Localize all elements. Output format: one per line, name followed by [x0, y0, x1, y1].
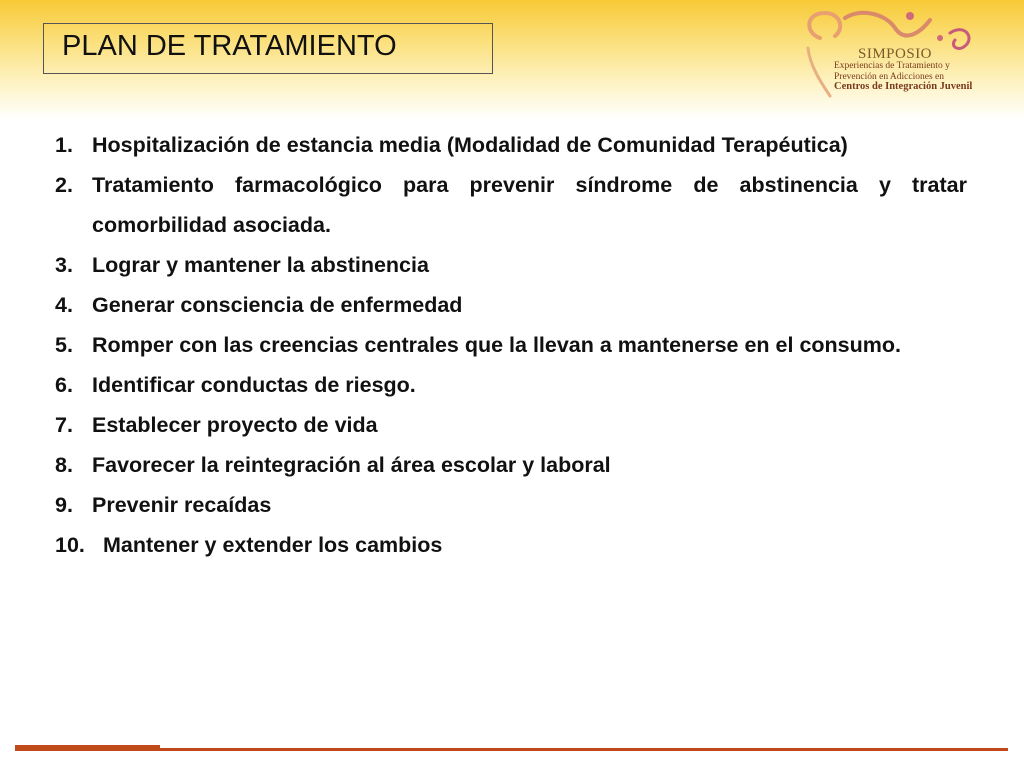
logo-line-3: Centros de Integración Juvenil [834, 81, 973, 92]
list-item [55, 165, 967, 245]
list-item [55, 125, 967, 165]
logo-line-1: Experiencias de Tratamiento y [834, 61, 950, 71]
list-item-number: 3. [55, 253, 73, 277]
list-item-text: Romper con las creencias centrales que la llevan a mantenerse en el consumo. [92, 333, 901, 357]
list-item [55, 365, 967, 405]
list-item [55, 405, 967, 445]
list-item-number: 10. [55, 533, 85, 557]
list-item-text: Favorecer la reintegración al área escolar y laboral [92, 453, 611, 477]
list-item-number: 1. [55, 133, 73, 157]
list-item [55, 285, 967, 325]
list-item-number: 8. [55, 453, 73, 477]
footer-accent-bar [15, 745, 160, 751]
list-item-text: Generar consciencia de enfermedad [92, 293, 463, 317]
list-item [55, 485, 967, 525]
list-item-text: Lograr y mantener la abstinencia [92, 253, 429, 277]
list-item [55, 245, 967, 285]
list-item-text: Mantener y extender los cambios [103, 533, 443, 557]
list-item-number: 9. [55, 493, 73, 517]
list-item [55, 325, 967, 365]
list-item-number: 5. [55, 333, 73, 357]
list-item-text: Prevenir recaídas [92, 493, 272, 517]
list-item [55, 525, 967, 565]
list-item-text: Tratamiento farmacológico para prevenir síndrome de abstinencia y tratar comorbilidad asociada. [92, 173, 967, 237]
list-item-text: Hospitalización de estancia media (Modalidad de Comunidad Terapéutica) [92, 133, 848, 157]
logo-line-2: Prevención en Adicciones en [834, 72, 945, 82]
list-item-text: Establecer proyecto de vida [92, 413, 378, 437]
list-item-text: Identificar conductas de riesgo. [92, 373, 416, 397]
list-item-number: 2. [55, 173, 73, 197]
logo-title: SIMPOSIO [858, 46, 933, 62]
list-item-number: 4. [55, 293, 73, 317]
footer-divider [160, 748, 1008, 751]
list-item-number: 7. [55, 413, 73, 437]
slide-title: PLAN DE TRATAMIENTO [62, 30, 397, 62]
list-item [55, 445, 967, 485]
treatment-plan-list [55, 125, 967, 565]
list-item-number: 6. [55, 373, 73, 397]
